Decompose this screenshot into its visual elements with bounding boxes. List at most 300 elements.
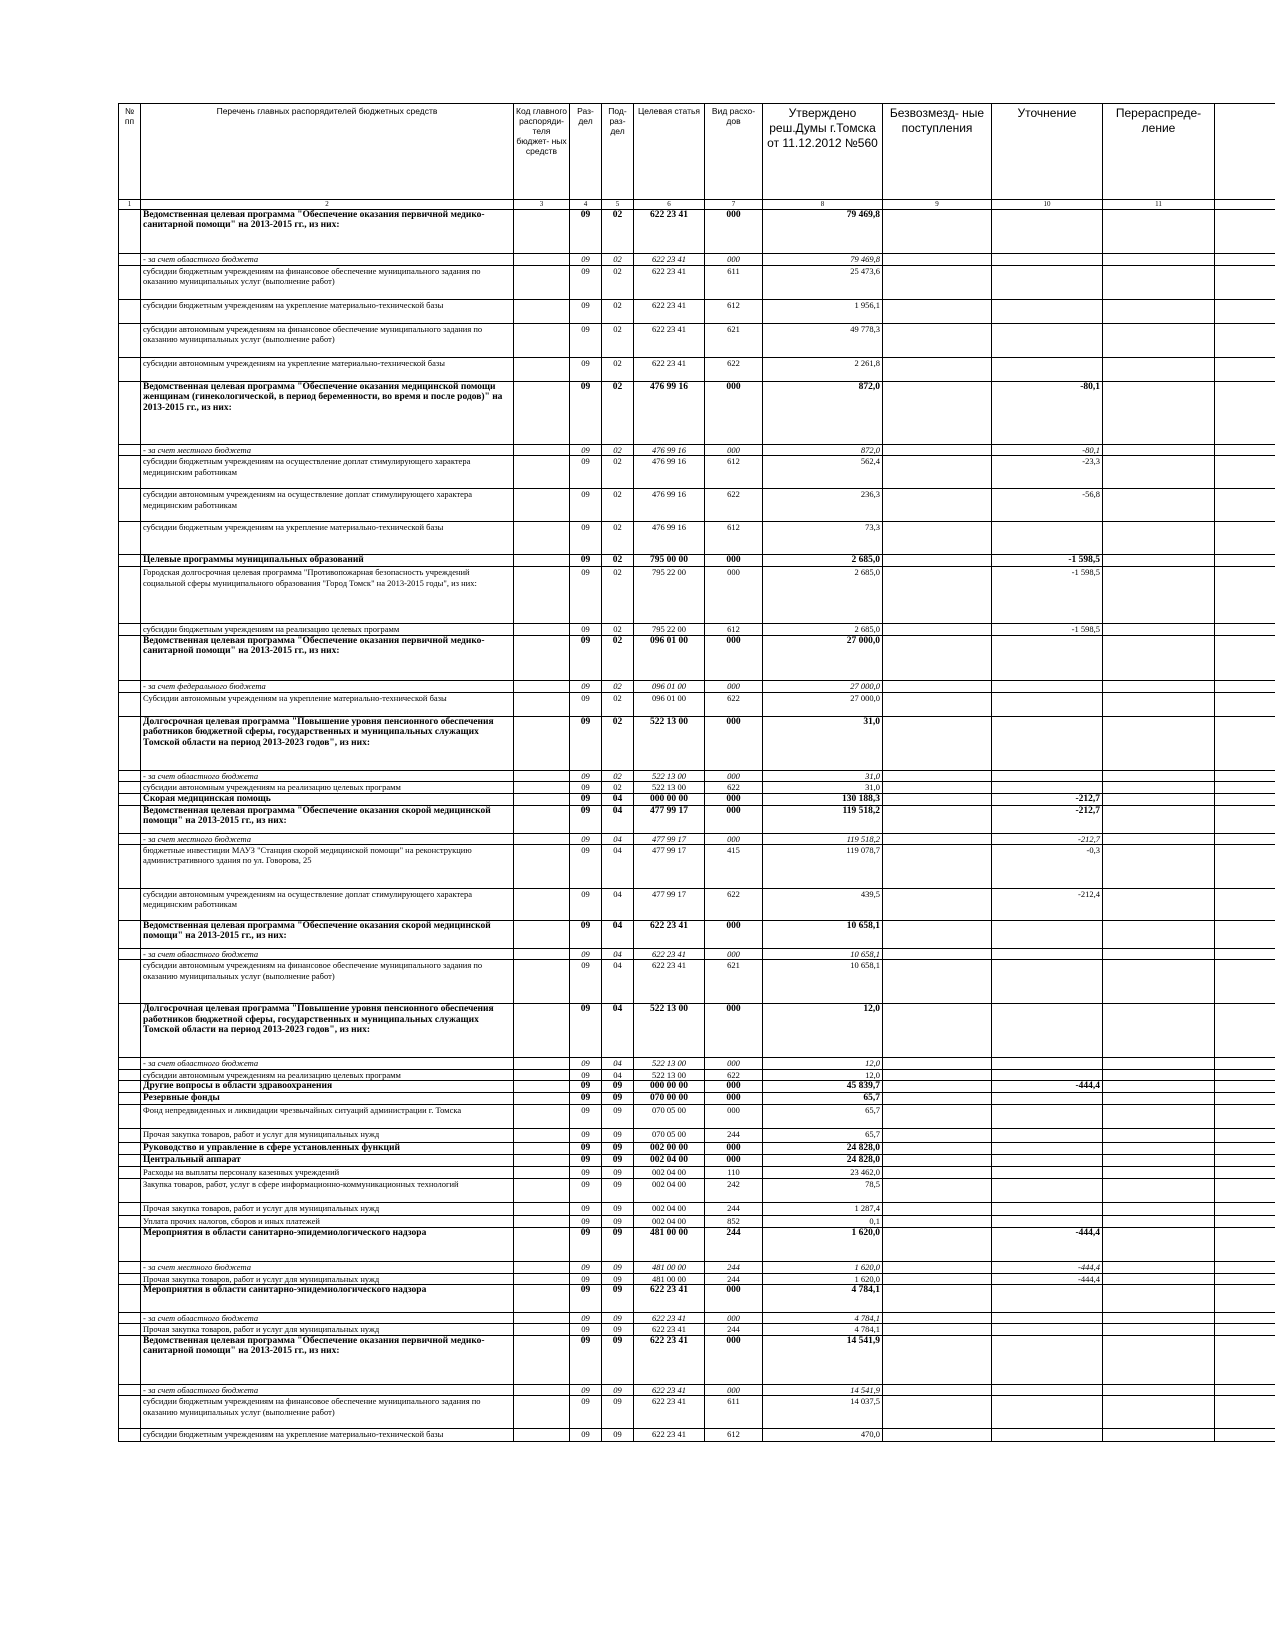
redistribution-cell	[1103, 889, 1215, 921]
extra-cell	[1215, 770, 1275, 781]
clarification-cell: -23,3	[992, 456, 1103, 489]
table-row	[119, 1335, 1275, 1384]
approved-amount-cell: 10 658,1	[763, 921, 883, 949]
table-row	[119, 254, 1275, 266]
grants-cell	[883, 680, 992, 692]
table-row	[119, 1285, 1275, 1313]
table-row	[119, 921, 1275, 949]
extra-cell	[1215, 1335, 1275, 1384]
extra-cell	[1215, 1285, 1275, 1313]
row-index-cell	[119, 716, 141, 770]
expense-type-cell: 000	[705, 635, 763, 680]
target-item-cell: 622 23 41	[634, 1429, 705, 1442]
approved-amount-cell: 439,5	[763, 889, 883, 921]
section-cell: 09	[570, 1179, 602, 1203]
grants-cell	[883, 1203, 992, 1216]
redistribution-cell	[1103, 489, 1215, 522]
extra-cell	[1215, 1004, 1275, 1058]
extra-cell	[1215, 793, 1275, 805]
clarification-cell: -212,4	[992, 889, 1103, 921]
admin-code-cell	[514, 210, 570, 254]
section-cell: 09	[570, 921, 602, 949]
target-item-cell: 522 13 00	[634, 1069, 705, 1080]
recipient-name-cell: Резервные фонды	[141, 1093, 514, 1105]
target-item-cell: 002 04 00	[634, 1155, 705, 1167]
clarification-cell	[992, 1285, 1103, 1313]
expense-type-cell: 000	[705, 805, 763, 833]
approved-amount-cell: 24 828,0	[763, 1143, 883, 1155]
row-index-cell	[119, 489, 141, 522]
redistribution-cell	[1103, 1227, 1215, 1261]
expense-type-cell: 000	[705, 833, 763, 844]
grants-cell	[883, 555, 992, 567]
expense-type-cell: 242	[705, 1179, 763, 1203]
redistribution-cell	[1103, 555, 1215, 567]
redistribution-cell	[1103, 624, 1215, 635]
target-item-cell: 622 23 41	[634, 1313, 705, 1324]
redistribution-cell	[1103, 1285, 1215, 1313]
table-row	[119, 805, 1275, 833]
expense-type-cell: 000	[705, 1058, 763, 1069]
recipient-name-cell: субсидии бюджетным учреждениям на реализацию целевых программ	[141, 624, 514, 635]
clarification-cell	[992, 300, 1103, 324]
expense-type-cell: 612	[705, 624, 763, 635]
extra-cell	[1215, 1429, 1275, 1442]
table-row	[119, 793, 1275, 805]
row-index-cell	[119, 1167, 141, 1179]
redistribution-cell	[1103, 770, 1215, 781]
column-number: 11	[1103, 200, 1215, 210]
grants-cell	[883, 635, 992, 680]
column-number: 10	[992, 200, 1103, 210]
expense-type-cell: 244	[705, 1273, 763, 1284]
clarification-cell: -444,4	[992, 1227, 1103, 1261]
grants-cell	[883, 921, 992, 949]
approved-amount-cell: 12,0	[763, 1069, 883, 1080]
target-item-cell: 002 04 00	[634, 1216, 705, 1227]
extra-cell	[1215, 680, 1275, 692]
target-item-cell: 000 00 00	[634, 1081, 705, 1093]
expense-type-cell: 612	[705, 300, 763, 324]
section-cell: 09	[570, 716, 602, 770]
approved-amount-cell: 65,7	[763, 1129, 883, 1143]
row-index-cell	[119, 1335, 141, 1384]
grants-cell	[883, 1429, 992, 1442]
clarification-cell	[992, 921, 1103, 949]
target-item-cell: 096 01 00	[634, 680, 705, 692]
expense-type-cell: 244	[705, 1261, 763, 1273]
subsection-cell: 09	[602, 1285, 634, 1313]
extra-cell	[1215, 805, 1275, 833]
section-cell: 09	[570, 1335, 602, 1384]
row-index-cell	[119, 624, 141, 635]
admin-code-cell	[514, 845, 570, 889]
subsection-cell: 02	[602, 555, 634, 567]
admin-code-cell	[514, 555, 570, 567]
grants-cell	[883, 1081, 992, 1093]
subsection-cell: 02	[602, 456, 634, 489]
extra-cell	[1215, 1261, 1275, 1273]
grants-cell	[883, 782, 992, 793]
row-index-cell	[119, 456, 141, 489]
subsection-cell: 09	[602, 1396, 634, 1429]
header-clarification: Уточнение	[992, 104, 1103, 200]
subsection-cell: 09	[602, 1167, 634, 1179]
section-cell: 09	[570, 567, 602, 624]
admin-code-cell	[514, 1058, 570, 1069]
target-item-cell: 622 23 41	[634, 1335, 705, 1384]
target-item-cell: 622 23 41	[634, 1285, 705, 1313]
expense-type-cell: 622	[705, 782, 763, 793]
recipient-name-cell: Ведомственная целевая программа "Обеспечение оказания медицинской помощи женщинам (гинекологической, в период беременности, во время и после родов)" на 2013-2015 гг., из них:	[141, 382, 514, 445]
grants-cell	[883, 456, 992, 489]
subsection-cell: 02	[602, 782, 634, 793]
expense-type-cell: 000	[705, 555, 763, 567]
grants-cell	[883, 382, 992, 445]
clarification-cell	[992, 770, 1103, 781]
table-row	[119, 716, 1275, 770]
section-cell: 09	[570, 1143, 602, 1155]
redistribution-cell	[1103, 1143, 1215, 1155]
expense-type-cell: 611	[705, 266, 763, 300]
extra-cell	[1215, 1313, 1275, 1324]
extra-cell	[1215, 382, 1275, 445]
redistribution-cell	[1103, 782, 1215, 793]
grants-cell	[883, 1105, 992, 1129]
row-index-cell	[119, 1069, 141, 1080]
approved-amount-cell: 25 473,6	[763, 266, 883, 300]
clarification-cell	[992, 782, 1103, 793]
redistribution-cell	[1103, 1069, 1215, 1080]
target-item-cell: 795 22 00	[634, 567, 705, 624]
expense-type-cell: 000	[705, 1004, 763, 1058]
table-row	[119, 1129, 1275, 1143]
section-cell: 09	[570, 1129, 602, 1143]
table-row	[119, 770, 1275, 781]
clarification-cell: -1 598,5	[992, 624, 1103, 635]
section-cell: 09	[570, 324, 602, 358]
expense-type-cell: 622	[705, 889, 763, 921]
extra-cell	[1215, 358, 1275, 382]
redistribution-cell	[1103, 845, 1215, 889]
admin-code-cell	[514, 1129, 570, 1143]
extra-cell	[1215, 949, 1275, 960]
grants-cell	[883, 300, 992, 324]
recipient-name-cell: Другие вопросы в области здравоохранения	[141, 1081, 514, 1093]
section-cell: 09	[570, 949, 602, 960]
approved-amount-cell: 2 261,8	[763, 358, 883, 382]
admin-code-cell	[514, 567, 570, 624]
row-index-cell	[119, 805, 141, 833]
section-cell: 09	[570, 692, 602, 716]
target-item-cell: 096 01 00	[634, 692, 705, 716]
extra-cell	[1215, 1129, 1275, 1143]
approved-amount-cell: 119 078,7	[763, 845, 883, 889]
expense-type-cell: 611	[705, 1396, 763, 1429]
row-index-cell	[119, 1384, 141, 1395]
admin-code-cell	[514, 889, 570, 921]
grants-cell	[883, 1273, 992, 1284]
table-row	[119, 782, 1275, 793]
subsection-cell: 04	[602, 793, 634, 805]
row-index-cell	[119, 692, 141, 716]
clarification-cell: -212,7	[992, 793, 1103, 805]
clarification-cell	[992, 1155, 1103, 1167]
row-index-cell	[119, 833, 141, 844]
subsection-cell: 09	[602, 1081, 634, 1093]
admin-code-cell	[514, 1004, 570, 1058]
grants-cell	[883, 489, 992, 522]
expense-type-cell: 000	[705, 1105, 763, 1129]
header-approved: Утверждено реш.Думы г.Томска от 11.12.2012 №560	[763, 104, 883, 200]
grants-cell	[883, 324, 992, 358]
redistribution-cell	[1103, 1105, 1215, 1129]
row-index-cell	[119, 210, 141, 254]
target-item-cell: 477 99 17	[634, 845, 705, 889]
redistribution-cell	[1103, 1335, 1215, 1384]
approved-amount-cell: 31,0	[763, 770, 883, 781]
column-number: 5	[602, 200, 634, 210]
section-cell: 09	[570, 1216, 602, 1227]
grants-cell	[883, 358, 992, 382]
section-cell: 09	[570, 1273, 602, 1284]
target-item-cell: 795 22 00	[634, 624, 705, 635]
row-index-cell	[119, 793, 141, 805]
clarification-cell: -212,7	[992, 805, 1103, 833]
row-index-cell	[119, 1216, 141, 1227]
table-row	[119, 445, 1275, 456]
section-cell: 09	[570, 770, 602, 781]
admin-code-cell	[514, 1216, 570, 1227]
admin-code-cell	[514, 680, 570, 692]
section-cell: 09	[570, 805, 602, 833]
admin-code-cell	[514, 358, 570, 382]
grants-cell	[883, 1155, 992, 1167]
extra-cell	[1215, 266, 1275, 300]
approved-amount-cell: 119 518,2	[763, 805, 883, 833]
subsection-cell: 04	[602, 805, 634, 833]
clarification-cell	[992, 210, 1103, 254]
redistribution-cell	[1103, 833, 1215, 844]
recipient-name-cell: Расходы на выплаты персоналу казенных учреждений	[141, 1167, 514, 1179]
expense-type-cell: 000	[705, 1335, 763, 1384]
section-cell: 09	[570, 793, 602, 805]
target-item-cell: 522 13 00	[634, 782, 705, 793]
recipient-name-cell: Фонд непредвиденных и ликвидации чрезвычайных ситуаций администрации г. Томска	[141, 1105, 514, 1129]
grants-cell	[883, 266, 992, 300]
recipient-name-cell: субсидии автономным учреждениям на финансовое обеспечение муниципального задания по оказанию муниципальных услуг (выполнение работ)	[141, 960, 514, 1004]
grants-cell	[883, 949, 992, 960]
admin-code-cell	[514, 635, 570, 680]
row-index-cell	[119, 1129, 141, 1143]
expense-type-cell: 000	[705, 567, 763, 624]
section-cell: 09	[570, 833, 602, 844]
admin-code-cell	[514, 522, 570, 555]
recipient-name-cell: Закупка товаров, работ, услуг в сфере информационно-коммуникационных технологий	[141, 1179, 514, 1203]
subsection-cell: 02	[602, 266, 634, 300]
admin-code-cell	[514, 1093, 570, 1105]
approved-amount-cell: 4 784,1	[763, 1285, 883, 1313]
redistribution-cell	[1103, 1167, 1215, 1179]
expense-type-cell: 000	[705, 1285, 763, 1313]
clarification-cell	[992, 635, 1103, 680]
expense-type-cell: 244	[705, 1203, 763, 1216]
clarification-cell	[992, 254, 1103, 266]
grants-cell	[883, 567, 992, 624]
redistribution-cell	[1103, 1396, 1215, 1429]
clarification-cell	[992, 1313, 1103, 1324]
redistribution-cell	[1103, 266, 1215, 300]
row-index-cell	[119, 1227, 141, 1261]
expense-type-cell: 000	[705, 770, 763, 781]
recipient-name-cell: - за счет областного бюджета	[141, 1384, 514, 1395]
admin-code-cell	[514, 1273, 570, 1284]
admin-code-cell	[514, 716, 570, 770]
approved-amount-cell: 79 469,8	[763, 210, 883, 254]
clarification-cell	[992, 1105, 1103, 1129]
extra-cell	[1215, 1273, 1275, 1284]
section-cell: 09	[570, 489, 602, 522]
approved-amount-cell: 10 658,1	[763, 960, 883, 1004]
admin-code-cell	[514, 1324, 570, 1335]
table-row	[119, 1324, 1275, 1335]
redistribution-cell	[1103, 692, 1215, 716]
approved-amount-cell: 2 685,0	[763, 567, 883, 624]
table-row	[119, 1093, 1275, 1105]
row-index-cell	[119, 1105, 141, 1129]
expense-type-cell: 612	[705, 1429, 763, 1442]
subsection-cell: 09	[602, 1155, 634, 1167]
extra-cell	[1215, 445, 1275, 456]
target-item-cell: 070 00 00	[634, 1093, 705, 1105]
approved-amount-cell: 12,0	[763, 1058, 883, 1069]
redistribution-cell	[1103, 445, 1215, 456]
expense-type-cell: 622	[705, 692, 763, 716]
recipient-name-cell: субсидии автономным учреждениям на укрепление материально-технической базы	[141, 358, 514, 382]
table-row	[119, 1261, 1275, 1273]
recipient-name-cell: Мероприятия в области санитарно-эпидемиологического надзора	[141, 1227, 514, 1261]
target-item-cell: 476 99 16	[634, 522, 705, 555]
target-item-cell: 622 23 41	[634, 921, 705, 949]
redistribution-cell	[1103, 805, 1215, 833]
grants-cell	[883, 1227, 992, 1261]
approved-amount-cell: 65,7	[763, 1105, 883, 1129]
row-index-cell	[119, 1203, 141, 1216]
redistribution-cell	[1103, 358, 1215, 382]
table-row	[119, 1396, 1275, 1429]
subsection-cell: 04	[602, 921, 634, 949]
table-row	[119, 555, 1275, 567]
header-redistribution: Перераспреде- ление	[1103, 104, 1215, 200]
row-index-cell	[119, 960, 141, 1004]
row-index-cell	[119, 1081, 141, 1093]
subsection-cell: 09	[602, 1143, 634, 1155]
grants-cell	[883, 1058, 992, 1069]
subsection-cell: 02	[602, 680, 634, 692]
table-row	[119, 1155, 1275, 1167]
expense-type-cell: 000	[705, 1093, 763, 1105]
row-index-cell	[119, 300, 141, 324]
column-number: 6	[634, 200, 705, 210]
section-cell: 09	[570, 889, 602, 921]
section-cell: 09	[570, 1429, 602, 1442]
expense-type-cell: 244	[705, 1129, 763, 1143]
row-index-cell	[119, 845, 141, 889]
section-cell: 09	[570, 456, 602, 489]
extra-cell	[1215, 1105, 1275, 1129]
grants-cell	[883, 522, 992, 555]
target-item-cell: 522 13 00	[634, 770, 705, 781]
recipient-name-cell: Прочая закупка товаров, работ и услуг для муниципальных нужд	[141, 1129, 514, 1143]
subsection-cell: 02	[602, 770, 634, 781]
budget-table-sheet	[118, 103, 1275, 1442]
recipient-name-cell: субсидии бюджетным учреждениям на укрепление материально-технической базы	[141, 522, 514, 555]
recipient-name-cell: субсидии автономным учреждениям на реализацию целевых программ	[141, 782, 514, 793]
grants-cell	[883, 889, 992, 921]
row-index-cell	[119, 324, 141, 358]
extra-cell	[1215, 522, 1275, 555]
extra-cell	[1215, 1069, 1275, 1080]
target-item-cell: 476 99 16	[634, 382, 705, 445]
grants-cell	[883, 1004, 992, 1058]
approved-amount-cell: 14 541,9	[763, 1335, 883, 1384]
approved-amount-cell: 1 956,1	[763, 300, 883, 324]
expense-type-cell: 244	[705, 1227, 763, 1261]
admin-code-cell	[514, 692, 570, 716]
admin-code-cell	[514, 1335, 570, 1384]
grants-cell	[883, 1167, 992, 1179]
redistribution-cell	[1103, 680, 1215, 692]
clarification-cell	[992, 1129, 1103, 1143]
recipient-name-cell: - за счет областного бюджета	[141, 1313, 514, 1324]
recipient-name-cell: субсидии автономным учреждениям на финансовое обеспечение муниципального задания по оказанию муниципальных услуг (выполнение работ)	[141, 324, 514, 358]
table-row	[119, 522, 1275, 555]
subsection-cell: 09	[602, 1227, 634, 1261]
target-item-cell: 070 05 00	[634, 1105, 705, 1129]
recipient-name-cell: Скорая медицинская помощь	[141, 793, 514, 805]
section-cell: 09	[570, 1058, 602, 1069]
subsection-cell: 02	[602, 382, 634, 445]
column-number: 2	[141, 200, 514, 210]
section-cell: 09	[570, 1004, 602, 1058]
grants-cell	[883, 1384, 992, 1395]
expense-type-cell: 622	[705, 358, 763, 382]
admin-code-cell	[514, 254, 570, 266]
admin-code-cell	[514, 1384, 570, 1395]
header-expense-type: Вид расхо- дов	[705, 104, 763, 200]
subsection-cell: 02	[602, 624, 634, 635]
redistribution-cell	[1103, 324, 1215, 358]
redistribution-cell	[1103, 1155, 1215, 1167]
admin-code-cell	[514, 1227, 570, 1261]
grants-cell	[883, 692, 992, 716]
expense-type-cell: 000	[705, 1155, 763, 1167]
clarification-cell	[992, 324, 1103, 358]
admin-code-cell	[514, 921, 570, 949]
table-row	[119, 1429, 1275, 1442]
section-cell: 09	[570, 1396, 602, 1429]
section-cell: 09	[570, 1069, 602, 1080]
recipient-name-cell: бюджетные инвестиции МАУЗ "Станция скорой медицинской помощи" на реконструкцию административного здания по ул. Говорова, 25	[141, 845, 514, 889]
expense-type-cell: 622	[705, 489, 763, 522]
section-cell: 09	[570, 1313, 602, 1324]
row-index-cell	[119, 1261, 141, 1273]
admin-code-cell	[514, 1167, 570, 1179]
admin-code-cell	[514, 1081, 570, 1093]
expense-type-cell: 612	[705, 522, 763, 555]
section-cell: 09	[570, 1324, 602, 1335]
clarification-cell: -444,4	[992, 1261, 1103, 1273]
